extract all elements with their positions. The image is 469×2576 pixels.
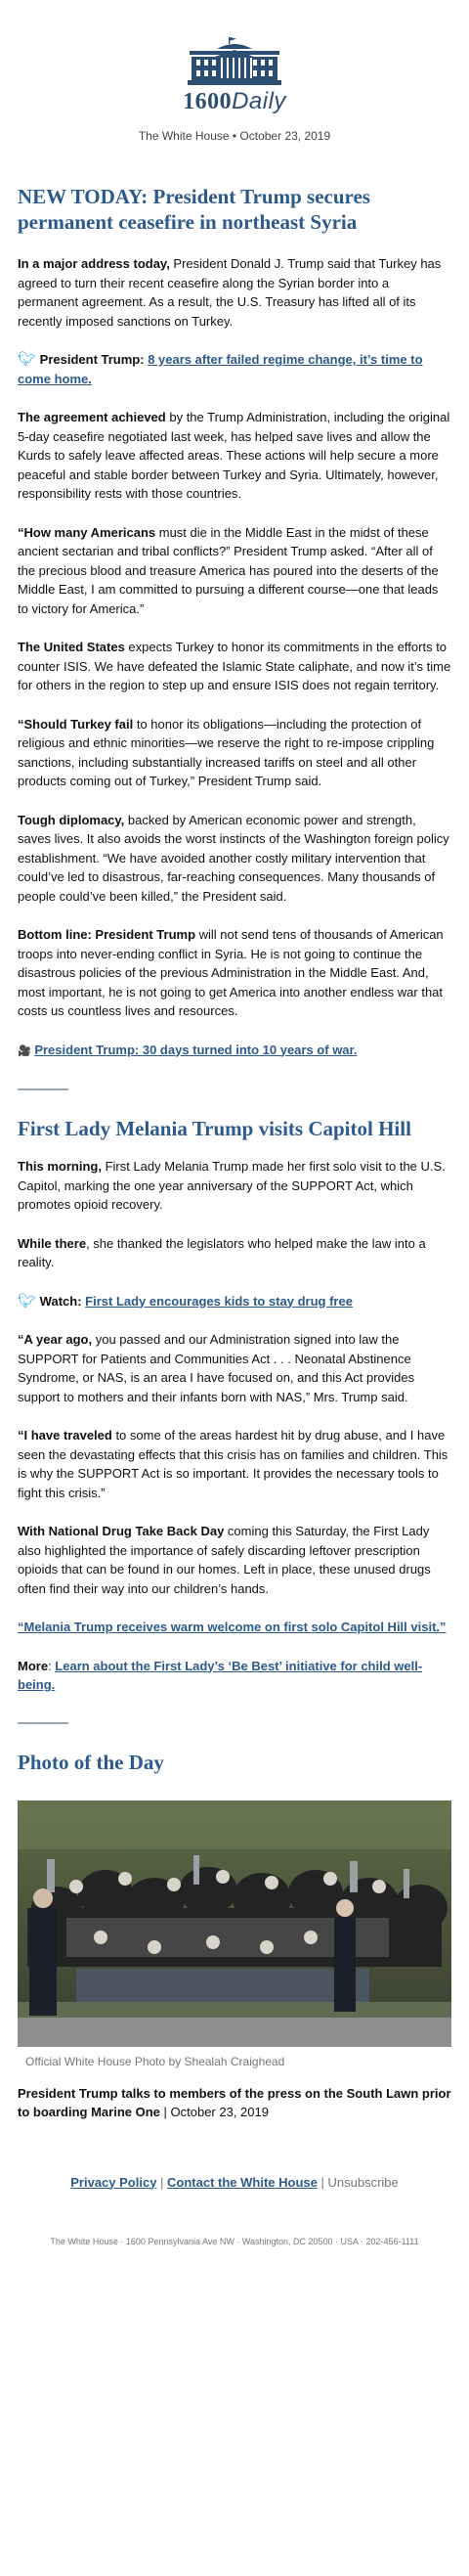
- syria-title: NEW TODAY: President Trump secures permanent ceasefire in northeast Syria: [18, 185, 370, 234]
- flotus-paragraph-1: [18, 1157, 451, 1215]
- syria-p2-text: by the Trump Administration, including the original 5-day ceasefire negotiated last week, has helped save lives and allow the Kurds to safely leave affected areas. These actions will help secure a more peaceful and stable border between Turkey and Syria. Ultimately, however, responsibility rests with those countries.: [18, 410, 450, 501]
- photo-of-the-day-image: [18, 1800, 451, 2047]
- brand-word: Daily: [232, 88, 286, 114]
- photo-caption-bold: President Trump talks to members of the press on the South Lawn prior to boarding Marine One: [18, 2085, 451, 2119]
- flotus-p4-lead: “I have traveled: [18, 1428, 112, 1443]
- syria-paragraph-2: [18, 408, 451, 504]
- section-divider: [18, 1088, 68, 1090]
- syria-paragraph-1: [18, 254, 451, 331]
- syria-p3-lead: “How many Americans: [18, 524, 156, 540]
- privacy-policy-link[interactable]: Privacy Policy: [70, 2174, 157, 2190]
- syria-p6-text: backed by American economic power and strength, saves lives. It also avoids the worst instincts of the Washington foreign policy establishment. “We have avoided another costly military intervention that could’ve led to disastrous, far-reaching consequences. Many thousands of people could’ve been killed,” the President said.: [18, 812, 449, 904]
- flotus-link-paragraph: [18, 1618, 451, 1637]
- syria-paragraph-4: [18, 638, 451, 695]
- syria-video-link[interactable]: President Trump: 30 days turned into 10 years of war.: [34, 1042, 358, 1057]
- photo-section-heading: [0, 1750, 469, 1775]
- dateline: The White House • October 23, 2019: [138, 129, 331, 143]
- twitter-bird-icon: 🐦︎: [18, 351, 37, 368]
- flotus-watch-link[interactable]: First Lady encourages kids to stay drug free: [85, 1293, 353, 1309]
- flotus-paragraph-3: [18, 1330, 451, 1406]
- photo-caption: [18, 2084, 451, 2122]
- header: [0, 0, 469, 113]
- video-camera-icon: 🎥: [18, 1044, 31, 1057]
- syria-tweet-lead: President Trump:: [39, 352, 145, 367]
- photo-caption-date: | October 23, 2019: [159, 2105, 269, 2119]
- flotus-section: [0, 1116, 469, 1695]
- be-best-link[interactable]: Learn about the First Lady’s ‘Be Best’ initiative for child well-being.: [18, 1658, 423, 1692]
- syria-p1-lead: In a major address today,: [18, 256, 170, 271]
- brand-wordmark: [0, 88, 469, 115]
- flotus-p1-text: First Lady Melania Trump made her first solo visit to the U.S. Capitol, marking the one year anniversary of the SUPPORT Act, which promotes opioid recovery.: [18, 1159, 446, 1212]
- syria-paragraph-7: [18, 925, 451, 1021]
- flotus-p5-text: coming this Saturday, the First Lady also highlighted the importance of safely discarding leftover prescription opioids that can be found in our homes. Left in place, these unused drugs often find their way into our children’s hands.: [18, 1524, 431, 1596]
- flotus-more: [18, 1657, 451, 1695]
- syria-p1-text: President Donald J. Trump said that Turkey has agreed to turn their recent ceasefire along the Syrian border into a permanent agreement. As a result, the U.S. Treasury has lifted all of its recently imposed sanctions on Turkey.: [18, 256, 442, 329]
- syria-p7-text: will not send tens of thousands of American troops into never-ending conflict in Syria. He is not going to continue the disastrous policies of the previous Administration in the Middle East. And, most important, he is not going to get America into another endless war that costs us countless lives and resources.: [18, 927, 444, 1018]
- syria-section: [0, 184, 469, 1061]
- flotus-paragraph-5: [18, 1522, 451, 1598]
- syria-paragraph-6: [18, 811, 451, 907]
- flotus-p4-text: to some of the areas hardest hit by drug abuse, and I have seen the devastating effects that this crisis has on families and children. This is why the SUPPORT Act is so important. It provides the necessary tools to fight this crisis.”: [18, 1428, 448, 1500]
- syria-paragraph-3: [18, 523, 451, 619]
- syria-tweet: [18, 350, 451, 388]
- syria-p5-lead: “Should Turkey fail: [18, 716, 134, 732]
- contact-link[interactable]: Contact the White House: [167, 2174, 318, 2190]
- syria-p6-lead: Tough diplomacy,: [18, 812, 125, 827]
- flotus-p1-lead: This morning,: [18, 1159, 102, 1174]
- footer-separator: |: [317, 2174, 328, 2190]
- footer-address: The White House · 1600 Pennsylvania Ave NW · Washington, DC 20500 · USA · 202-456-1111: [50, 2236, 419, 2246]
- syria-p4-lead: The United States: [18, 640, 125, 654]
- flotus-more-lead: More: [18, 1658, 49, 1673]
- syria-p3-text: must die in the Middle East in the midst of these ancient sectarian and tribal conflicts?” President Trump asked. “After all of the precious blood and treasure America has poured into the deserts of the Middle East, I am committed to pursuing a different course—one that leads to victory for America.”: [18, 524, 439, 616]
- flotus-p2-lead: While there: [18, 1235, 87, 1251]
- twitter-bird-icon: 🐦︎: [18, 1292, 37, 1310]
- flotus-more-sep: :: [48, 1658, 56, 1673]
- flotus-p3-text: you passed and our Administration signed into law the SUPPORT for Patients and Communities Act . . . Neonatal Abstinence Syndrome, or NAS, is an area I have focused on, and this Act provides support to mothers and their infants born with NAS,” Mrs. Trump said.: [18, 1332, 415, 1404]
- flotus-p2-text: , she thanked the legislators who helped make the law into a reality.: [18, 1235, 426, 1269]
- flotus-paragraph-2: [18, 1234, 451, 1272]
- flotus-title: First Lady Melania Trump visits Capitol Hill: [18, 1117, 411, 1140]
- white-house-logo-icon: [188, 37, 281, 86]
- photo-title: Photo of the Day: [18, 1750, 164, 1774]
- photo-credit: Official White House Photo by Shealah Craighead: [25, 2054, 285, 2068]
- unsubscribe-link[interactable]: Unsubscribe: [327, 2174, 399, 2190]
- photo-caption-block: [0, 2084, 469, 2122]
- flotus-p5-lead: With National Drug Take Back Day: [18, 1524, 225, 1538]
- brand-number: 1600: [183, 89, 233, 114]
- flotus-watch: [18, 1292, 451, 1311]
- syria-p2-lead: The agreement achieved: [18, 410, 166, 424]
- syria-p7-lead: Bottom line: President Trump: [18, 927, 196, 942]
- press-crowd-illustration: [18, 1800, 451, 2047]
- flotus-paragraph-4: [18, 1426, 451, 1502]
- flotus-p3-lead: “A year ago,: [18, 1332, 93, 1347]
- syria-video: [18, 1041, 451, 1062]
- flotus-watch-lead: Watch:: [39, 1293, 82, 1309]
- section-divider: [18, 1722, 68, 1724]
- footer-separator: |: [156, 2174, 168, 2190]
- syria-p5-text: to honor its obligations—including the protection of religious and ethnic minorities—we reserve the right to re-impose crippling sanctions, including substantially increased tariffs on steel and all other products coming out of Turkey,” President Trump said.: [18, 716, 435, 788]
- footer-links: [0, 2175, 469, 2190]
- flotus-article-link[interactable]: “Melania Trump receives warm welcome on first solo Capitol Hill visit.”: [18, 1620, 447, 1634]
- syria-tweet-link[interactable]: 8 years after failed regime change, it’s time to come home.: [18, 352, 423, 386]
- syria-p4-text: expects Turkey to honor its commitments in the efforts to counter ISIS. We have defeated the Islamic State caliphate, and now it’s time for others in the region to step up and ensure ISIS does not regain territory.: [18, 640, 451, 692]
- syria-paragraph-5: [18, 715, 451, 791]
